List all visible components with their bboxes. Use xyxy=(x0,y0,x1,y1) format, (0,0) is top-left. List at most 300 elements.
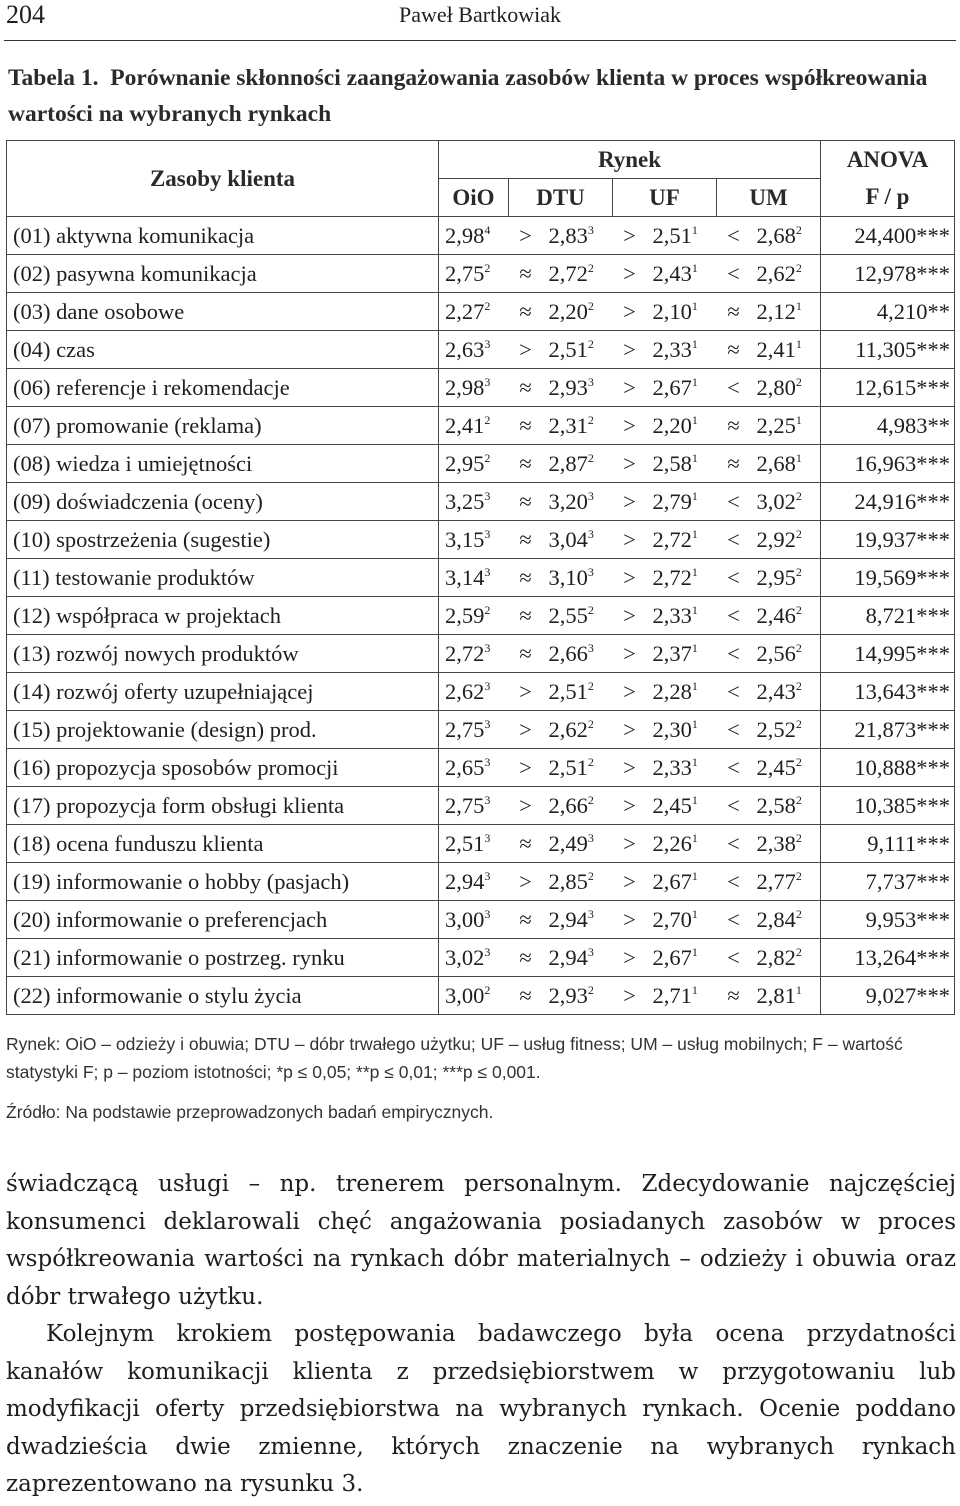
mean-value: 2,20 xyxy=(548,298,588,324)
mean-value-cell xyxy=(439,977,509,1015)
group-superscript: 1 xyxy=(795,450,802,465)
group-superscript: 4 xyxy=(484,222,491,237)
comparison-operator: > xyxy=(509,863,543,901)
group-superscript: 2 xyxy=(587,716,594,731)
anova-f-value: 19,569*** xyxy=(821,559,955,597)
mean-value-cell xyxy=(751,445,821,483)
mean-value: 2,75 xyxy=(445,716,485,742)
group-superscript: 1 xyxy=(795,336,802,351)
mean-value: 2,41 xyxy=(756,336,796,362)
comparison-operator: < xyxy=(717,597,751,635)
group-superscript: 3 xyxy=(484,336,491,351)
body-paragraph-1: świadczącą usługi – np. trenerem personalnym. Zdecydowanie najczęściej konsumenci deklarowali chęć angażowania posiadanych zasobów w proces współkreowania wartości na rynkach dóbr materialnych – odzieży i obuwia oraz dóbr trwałego użytku. xyxy=(6,1171,956,1310)
group-superscript: 2 xyxy=(795,944,802,959)
comparison-operator: > xyxy=(509,673,543,711)
mean-value-cell xyxy=(543,825,613,863)
mean-value: 2,71 xyxy=(652,982,692,1008)
anova-f-value: 16,963*** xyxy=(821,445,955,483)
mean-value: 3,04 xyxy=(548,526,588,552)
comparison-operator: ≈ xyxy=(509,293,543,331)
group-superscript: 2 xyxy=(587,678,594,693)
row-label: (22) informowanie o stylu życia xyxy=(7,977,439,1015)
mean-value: 2,68 xyxy=(756,222,796,248)
comparison-operator: > xyxy=(613,331,647,369)
table-row xyxy=(7,787,955,825)
comparison-operator: ≈ xyxy=(509,407,543,445)
group-superscript: 2 xyxy=(587,260,594,275)
comparison-operator: < xyxy=(717,825,751,863)
group-superscript: 3 xyxy=(587,488,594,503)
mean-value: 3,15 xyxy=(445,526,485,552)
body-paragraph-2: Kolejnym krokiem postępowania badawczego była ocena przydatności kanałów komunikacji klienta z przedsiębiorstwem w przygotowaniu lub modyfikacji oferty przedsiębiorstwa na wybranych rynkach. Ocenie poddano dwadzieścia dwie zmienne, których znaczenie na wybranych rynkach zaprezentowano na rysunku 3. xyxy=(6,1321,956,1497)
mean-value: 2,95 xyxy=(445,450,485,476)
group-superscript: 2 xyxy=(484,450,491,465)
anova-f-value: 12,978*** xyxy=(821,255,955,293)
comparison-operator: > xyxy=(613,711,647,749)
mean-value-cell xyxy=(751,825,821,863)
row-label: (16) propozycja sposobów promocji xyxy=(7,749,439,787)
body-text xyxy=(6,1166,956,1504)
group-superscript: 2 xyxy=(795,716,802,731)
group-superscript: 3 xyxy=(587,374,594,389)
group-superscript: 2 xyxy=(795,260,802,275)
mean-value: 2,51 xyxy=(548,754,588,780)
mean-value: 2,43 xyxy=(652,260,692,286)
group-superscript: 2 xyxy=(795,564,802,579)
table-title: Porównanie skłonności zaangażowania zasobów klienta w proces współkreowania wartości na wybranych rynkach xyxy=(8,65,928,127)
comparison-operator: ≈ xyxy=(509,939,543,977)
mean-value: 3,10 xyxy=(548,564,588,590)
mean-value-cell xyxy=(647,635,717,673)
mean-value: 3,14 xyxy=(445,564,485,590)
mean-value: 2,77 xyxy=(756,868,796,894)
group-superscript: 3 xyxy=(587,830,594,845)
group-superscript: 1 xyxy=(691,982,698,997)
comparison-operator: < xyxy=(717,255,751,293)
table-row xyxy=(7,217,955,255)
table-row xyxy=(7,673,955,711)
mean-value: 2,12 xyxy=(756,298,796,324)
group-superscript: 3 xyxy=(587,640,594,655)
mean-value: 2,95 xyxy=(756,564,796,590)
group-superscript: 1 xyxy=(795,982,802,997)
anova-header: ANOVA xyxy=(821,141,955,179)
mean-value: 2,82 xyxy=(756,944,796,970)
group-superscript: 3 xyxy=(587,906,594,921)
comparison-operator: > xyxy=(509,787,543,825)
comparison-operator: > xyxy=(613,977,647,1015)
comparison-operator: > xyxy=(613,369,647,407)
table-body xyxy=(7,217,955,1015)
mean-value-cell xyxy=(439,863,509,901)
mean-value: 2,55 xyxy=(548,602,588,628)
comparison-operator: ≈ xyxy=(509,825,543,863)
comparison-operator: ≈ xyxy=(717,407,751,445)
mean-value-cell xyxy=(543,673,613,711)
group-superscript: 1 xyxy=(691,374,698,389)
anova-f-value: 8,721*** xyxy=(821,597,955,635)
comparison-operator: ≈ xyxy=(717,445,751,483)
group-superscript: 2 xyxy=(587,298,594,313)
group-superscript: 2 xyxy=(484,982,491,997)
comparison-operator: ≈ xyxy=(509,483,543,521)
fp-header: F / p xyxy=(821,179,955,217)
mean-value-cell xyxy=(751,977,821,1015)
table-notes xyxy=(6,1030,956,1126)
mean-value: 2,87 xyxy=(548,450,588,476)
mean-value: 2,62 xyxy=(756,260,796,286)
mean-value-cell xyxy=(647,255,717,293)
comparison-operator: > xyxy=(613,749,647,787)
table-row xyxy=(7,749,955,787)
comparison-operator: > xyxy=(613,255,647,293)
group-superscript: 1 xyxy=(691,602,698,617)
mean-value-cell xyxy=(439,407,509,445)
comparison-operator: > xyxy=(613,863,647,901)
mean-value-cell xyxy=(543,635,613,673)
mean-value-cell xyxy=(751,559,821,597)
mean-value: 2,66 xyxy=(548,792,588,818)
row-label: (21) informowanie o postrzeg. rynku xyxy=(7,939,439,977)
mean-value: 3,00 xyxy=(445,982,485,1008)
mean-value-cell xyxy=(751,597,821,635)
mean-value-cell xyxy=(439,825,509,863)
group-superscript: 3 xyxy=(484,678,491,693)
mean-value-cell xyxy=(543,445,613,483)
row-label: (06) referencje i rekomendacje xyxy=(7,369,439,407)
mean-value-cell xyxy=(751,787,821,825)
group-superscript: 3 xyxy=(484,564,491,579)
anova-f-value: 14,995*** xyxy=(821,635,955,673)
mean-value-cell xyxy=(751,217,821,255)
mean-value-cell xyxy=(439,635,509,673)
mean-value-cell xyxy=(543,711,613,749)
group-superscript: 2 xyxy=(795,754,802,769)
mean-value: 2,28 xyxy=(652,678,692,704)
group-superscript: 1 xyxy=(691,336,698,351)
mean-value-cell xyxy=(647,977,717,1015)
mean-value: 2,72 xyxy=(652,564,692,590)
mean-value: 2,37 xyxy=(652,640,692,666)
anova-f-value: 9,953*** xyxy=(821,901,955,939)
mean-value: 3,02 xyxy=(756,488,796,514)
group-superscript: 3 xyxy=(587,564,594,579)
mean-value: 2,46 xyxy=(756,602,796,628)
mean-value: 2,93 xyxy=(548,982,588,1008)
comparison-operator: > xyxy=(613,521,647,559)
group-superscript: 3 xyxy=(484,868,491,883)
mean-value: 2,33 xyxy=(652,754,692,780)
comparison-operator: > xyxy=(613,483,647,521)
mean-value: 2,43 xyxy=(756,678,796,704)
group-superscript: 1 xyxy=(691,754,698,769)
mean-value-cell xyxy=(751,407,821,445)
group-superscript: 3 xyxy=(484,906,491,921)
mean-value-cell xyxy=(543,597,613,635)
mean-value: 2,67 xyxy=(652,374,692,400)
group-superscript: 3 xyxy=(484,526,491,541)
mean-value: 2,72 xyxy=(445,640,485,666)
mean-value-cell xyxy=(751,255,821,293)
comparison-operator: ≈ xyxy=(509,255,543,293)
mean-value: 2,51 xyxy=(548,336,588,362)
market-header: Rynek xyxy=(439,141,821,179)
mean-value-cell xyxy=(439,483,509,521)
mean-value: 2,49 xyxy=(548,830,588,856)
comparison-operator: > xyxy=(509,331,543,369)
mean-value: 2,58 xyxy=(652,450,692,476)
row-label: (17) propozycja form obsługi klienta xyxy=(7,787,439,825)
mean-value-cell xyxy=(439,445,509,483)
mean-value: 2,67 xyxy=(652,868,692,894)
table-caption xyxy=(8,60,952,132)
market-um-header: UM xyxy=(717,179,821,217)
mean-value: 2,20 xyxy=(652,412,692,438)
mean-value-cell xyxy=(543,217,613,255)
mean-value-cell xyxy=(751,483,821,521)
comparison-operator: > xyxy=(613,673,647,711)
table-row xyxy=(7,825,955,863)
mean-value: 3,25 xyxy=(445,488,485,514)
group-superscript: 1 xyxy=(691,526,698,541)
mean-value-cell xyxy=(647,559,717,597)
mean-value-cell xyxy=(751,331,821,369)
table-row xyxy=(7,597,955,635)
group-superscript: 2 xyxy=(795,222,802,237)
mean-value-cell xyxy=(751,901,821,939)
comparison-operator: ≈ xyxy=(509,521,543,559)
page-header xyxy=(4,0,956,40)
mean-value: 2,58 xyxy=(756,792,796,818)
mean-value-cell xyxy=(543,293,613,331)
comparison-operator: < xyxy=(717,635,751,673)
table-row xyxy=(7,483,955,521)
mean-value-cell xyxy=(647,521,717,559)
anova-f-value: 24,916*** xyxy=(821,483,955,521)
mean-value: 2,98 xyxy=(445,374,485,400)
mean-value: 2,93 xyxy=(548,374,588,400)
group-superscript: 2 xyxy=(484,298,491,313)
group-superscript: 3 xyxy=(484,830,491,845)
comparison-operator: > xyxy=(613,407,647,445)
group-superscript: 1 xyxy=(691,222,698,237)
mean-value-cell xyxy=(647,749,717,787)
anova-f-value: 24,400*** xyxy=(821,217,955,255)
row-label: (02) pasywna komunikacja xyxy=(7,255,439,293)
table-row xyxy=(7,863,955,901)
group-superscript: 1 xyxy=(691,868,698,883)
group-superscript: 2 xyxy=(484,412,491,427)
row-label: (03) dane osobowe xyxy=(7,293,439,331)
row-label: (07) promowanie (reklama) xyxy=(7,407,439,445)
group-superscript: 2 xyxy=(795,792,802,807)
comparison-operator: < xyxy=(717,901,751,939)
mean-value: 2,31 xyxy=(548,412,588,438)
comparison-operator: > xyxy=(613,597,647,635)
comparison-operator: < xyxy=(717,369,751,407)
mean-value-cell xyxy=(647,825,717,863)
table-row xyxy=(7,407,955,445)
market-dtu-header: DTU xyxy=(509,179,613,217)
group-superscript: 3 xyxy=(484,944,491,959)
anova-f-value: 10,888*** xyxy=(821,749,955,787)
mean-value-cell xyxy=(647,217,717,255)
mean-value-cell xyxy=(647,407,717,445)
group-superscript: 1 xyxy=(691,260,698,275)
table-label: Tabela 1. xyxy=(8,65,99,91)
group-superscript: 2 xyxy=(795,830,802,845)
group-superscript: 1 xyxy=(691,678,698,693)
group-superscript: 3 xyxy=(587,222,594,237)
comparison-operator: ≈ xyxy=(509,445,543,483)
comparison-operator: ≈ xyxy=(509,977,543,1015)
mean-value-cell xyxy=(647,939,717,977)
row-label: (04) czas xyxy=(7,331,439,369)
mean-value-cell xyxy=(647,331,717,369)
mean-value: 2,45 xyxy=(652,792,692,818)
market-oio-header: OiO xyxy=(439,179,509,217)
group-superscript: 1 xyxy=(691,792,698,807)
mean-value-cell xyxy=(647,369,717,407)
group-superscript: 2 xyxy=(587,602,594,617)
mean-value: 2,94 xyxy=(548,944,588,970)
table-row xyxy=(7,977,955,1015)
group-superscript: 2 xyxy=(587,868,594,883)
group-superscript: 2 xyxy=(587,982,594,997)
mean-value: 2,56 xyxy=(756,640,796,666)
anova-f-value: 13,264*** xyxy=(821,939,955,977)
comparison-operator: < xyxy=(717,559,751,597)
mean-value-cell xyxy=(439,255,509,293)
anova-f-value: 4,983** xyxy=(821,407,955,445)
mean-value-cell xyxy=(543,939,613,977)
mean-value: 2,62 xyxy=(548,716,588,742)
mean-value-cell xyxy=(647,597,717,635)
comparison-operator: < xyxy=(717,863,751,901)
mean-value: 2,33 xyxy=(652,602,692,628)
mean-value: 2,66 xyxy=(548,640,588,666)
mean-value-cell xyxy=(647,293,717,331)
group-superscript: 1 xyxy=(795,412,802,427)
mean-value-cell xyxy=(543,255,613,293)
mean-value-cell xyxy=(647,673,717,711)
mean-value: 2,51 xyxy=(445,830,485,856)
mean-value-cell xyxy=(439,901,509,939)
table-row xyxy=(7,369,955,407)
comparison-operator: > xyxy=(613,217,647,255)
mean-value: 2,83 xyxy=(548,222,588,248)
mean-value: 2,38 xyxy=(756,830,796,856)
comparison-operator: ≈ xyxy=(509,901,543,939)
comparison-operator: > xyxy=(613,293,647,331)
mean-value-cell xyxy=(439,369,509,407)
group-superscript: 1 xyxy=(691,716,698,731)
row-label: (13) rozwój nowych produktów xyxy=(7,635,439,673)
notes-legend: Rynek: OiO – odzieży i obuwia; DTU – dóbr trwałego użytku; UF – usług fitness; UM – usług mobilnych; F – wartość statystyki F; p – poziom istotności; *p ≤ 0,05; **p ≤ 0,01; ***p ≤ 0,001. xyxy=(6,1034,903,1082)
group-superscript: 2 xyxy=(795,374,802,389)
anova-f-value: 21,873*** xyxy=(821,711,955,749)
mean-value-cell xyxy=(647,901,717,939)
row-label: (20) informowanie o preferencjach xyxy=(7,901,439,939)
mean-value-cell xyxy=(751,863,821,901)
table-row xyxy=(7,635,955,673)
mean-value-cell xyxy=(439,331,509,369)
group-superscript: 3 xyxy=(484,754,491,769)
mean-value: 2,51 xyxy=(652,222,692,248)
anova-f-value: 13,643*** xyxy=(821,673,955,711)
comparison-operator: < xyxy=(717,787,751,825)
mean-value: 2,52 xyxy=(756,716,796,742)
row-label: (08) wiedza i umiejętności xyxy=(7,445,439,483)
group-superscript: 1 xyxy=(691,640,698,655)
mean-value: 2,81 xyxy=(756,982,796,1008)
group-superscript: 2 xyxy=(795,678,802,693)
mean-value: 2,63 xyxy=(445,336,485,362)
table-row xyxy=(7,711,955,749)
mean-value-cell xyxy=(751,293,821,331)
row-label: (19) informowanie o hobby (pasjach) xyxy=(7,863,439,901)
group-superscript: 3 xyxy=(484,792,491,807)
group-superscript: 2 xyxy=(587,754,594,769)
group-superscript: 1 xyxy=(691,412,698,427)
comparison-operator: ≈ xyxy=(509,597,543,635)
comparison-table xyxy=(6,140,955,1015)
mean-value: 2,59 xyxy=(445,602,485,628)
resources-header: Zasoby klienta xyxy=(7,141,439,217)
group-superscript: 2 xyxy=(795,640,802,655)
comparison-operator: < xyxy=(717,749,751,787)
mean-value-cell xyxy=(439,293,509,331)
anova-f-value: 11,305*** xyxy=(821,331,955,369)
group-superscript: 1 xyxy=(691,944,698,959)
anova-f-value: 9,027*** xyxy=(821,977,955,1015)
mean-value-cell xyxy=(439,559,509,597)
mean-value-cell xyxy=(751,635,821,673)
mean-value: 2,75 xyxy=(445,792,485,818)
mean-value-cell xyxy=(439,673,509,711)
mean-value-cell xyxy=(543,749,613,787)
mean-value-cell xyxy=(751,369,821,407)
notes-source: Źródło: Na podstawie przeprowadzonych badań empirycznych. xyxy=(6,1102,494,1122)
mean-value-cell xyxy=(439,787,509,825)
comparison-operator: < xyxy=(717,217,751,255)
comparison-operator: > xyxy=(613,825,647,863)
mean-value: 2,51 xyxy=(548,678,588,704)
mean-value-cell xyxy=(647,483,717,521)
comparison-operator: ≈ xyxy=(717,293,751,331)
mean-value: 2,79 xyxy=(652,488,692,514)
mean-value: 2,72 xyxy=(652,526,692,552)
anova-f-value: 9,111*** xyxy=(821,825,955,863)
header-rule xyxy=(4,40,956,41)
mean-value: 2,33 xyxy=(652,336,692,362)
group-superscript: 2 xyxy=(795,526,802,541)
mean-value: 2,80 xyxy=(756,374,796,400)
mean-value: 2,92 xyxy=(756,526,796,552)
mean-value-cell xyxy=(543,559,613,597)
row-label: (09) doświadczenia (oceny) xyxy=(7,483,439,521)
market-uf-header: UF xyxy=(613,179,717,217)
mean-value: 2,25 xyxy=(756,412,796,438)
mean-value-cell xyxy=(439,217,509,255)
mean-value-cell xyxy=(751,749,821,787)
comparison-operator: > xyxy=(613,635,647,673)
group-superscript: 3 xyxy=(587,944,594,959)
mean-value-cell xyxy=(543,901,613,939)
mean-value-cell xyxy=(647,863,717,901)
group-superscript: 2 xyxy=(587,792,594,807)
comparison-operator: ≈ xyxy=(717,331,751,369)
